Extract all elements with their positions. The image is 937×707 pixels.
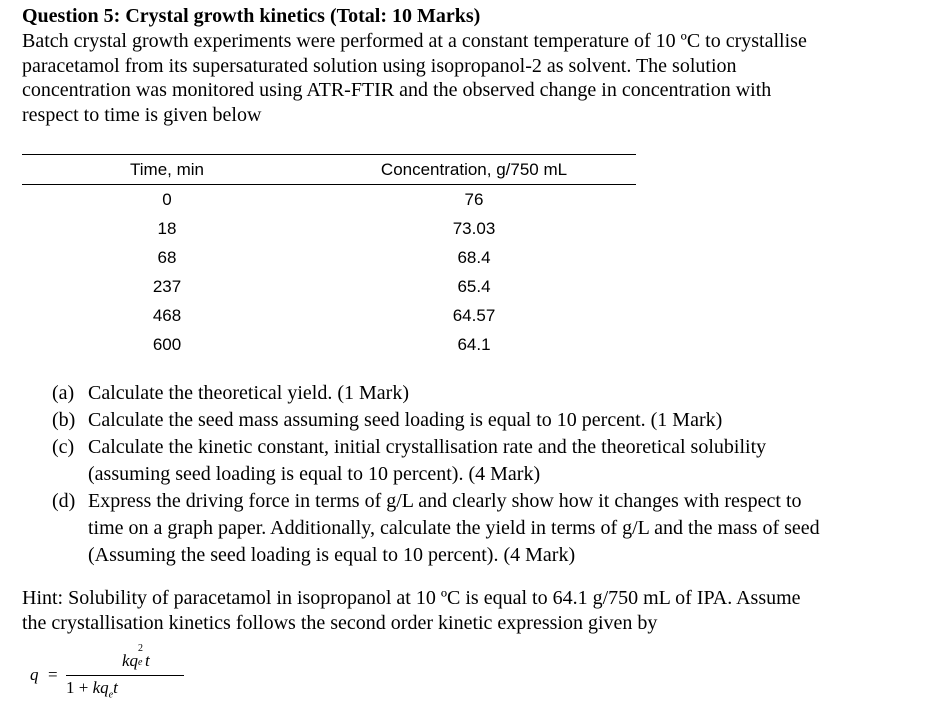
sub-question-b xyxy=(52,407,922,434)
sub-question-label: (b) xyxy=(52,409,76,431)
header-concentration: Concentration, g/750 mL xyxy=(380,160,568,179)
data-table xyxy=(22,154,636,359)
sub-question-text: Calculate the seed mass assuming seed loading is equal to 10 percent. (1 Mark) xyxy=(88,409,723,431)
sub-questions xyxy=(52,380,922,569)
cell-time: 18 xyxy=(157,219,177,238)
sub-question-text: (assuming seed loading is equal to 10 percent). (4 Mark) xyxy=(88,463,541,485)
hint-paragraph xyxy=(22,586,927,636)
sub-question-label: (a) xyxy=(52,382,75,404)
fraction-bar xyxy=(66,675,184,676)
cell-time: 0 xyxy=(162,190,172,209)
table-row xyxy=(22,272,636,301)
cell-concentration: 65.4 xyxy=(457,277,491,296)
sub-question-d xyxy=(52,488,922,569)
sub-question-a xyxy=(52,380,922,407)
table-header-row xyxy=(22,155,636,184)
intro-line: Batch crystal growth experiments were performed at a constant temperature of 10 ºC to crystallise xyxy=(22,30,807,52)
intro-paragraph xyxy=(22,29,927,127)
sub-question-label: (d) xyxy=(52,490,76,512)
table-row xyxy=(22,243,636,272)
header-time: Time, min xyxy=(130,160,204,179)
hint-line: the crystallisation kinetics follows the second order kinetic expression given by xyxy=(22,612,658,634)
cell-concentration: 64.57 xyxy=(452,306,496,325)
cell-concentration: 76 xyxy=(464,190,484,209)
table-row xyxy=(22,214,636,243)
sub-question-text: time on a graph paper. Additionally, calculate the yield in terms of g/L and the mass of seed xyxy=(88,517,820,539)
question-title: Question 5: Crystal growth kinetics (Total: 10 Marks) xyxy=(22,5,481,27)
intro-line: paracetamol from its supersaturated solution using isopropanol-2 as solvent. The solution xyxy=(22,54,737,77)
table-row xyxy=(22,301,636,330)
sub-question-text: (Assuming the seed loading is equal to 10 percent). (4 Mark) xyxy=(88,544,576,566)
table-row xyxy=(22,330,636,359)
equation-denominator: $1 + kq_et$ xyxy=(66,678,118,701)
equation-lhs: q xyxy=(30,665,39,684)
sub-question-text: Calculate the kinetic constant, initial crystallisation rate and the theoretical solubility xyxy=(88,436,767,458)
sub-question-text: Express the driving force in terms of g/L and clearly show how it changes with respect to xyxy=(88,490,802,512)
equation-equals: = xyxy=(48,665,58,684)
table-row xyxy=(22,185,636,214)
hint-line: Hint: Solubility of paracetamol in isopropanol at 10 ºC is equal to 64.1 g/750 mL of IPA. Assume xyxy=(22,587,801,609)
cell-time: 68 xyxy=(157,248,177,267)
cell-concentration: 64.1 xyxy=(457,335,491,354)
equation-numerator: kq 2 e t xyxy=(122,643,150,670)
sub-question-c xyxy=(52,434,922,488)
cell-time: 600 xyxy=(152,335,182,354)
sub-question-label: (c) xyxy=(52,436,75,458)
sub-question-text: Calculate the theoretical yield. (1 Mark) xyxy=(88,382,409,404)
cell-concentration: 73.03 xyxy=(452,219,496,238)
cell-concentration: 68.4 xyxy=(457,248,491,267)
cell-time: 237 xyxy=(152,277,182,296)
intro-line: concentration was monitored using ATR-FTIR and the observed change in concentration with xyxy=(22,79,772,101)
intro-line: respect to time is given below xyxy=(22,103,262,126)
cell-time: 468 xyxy=(152,306,182,325)
